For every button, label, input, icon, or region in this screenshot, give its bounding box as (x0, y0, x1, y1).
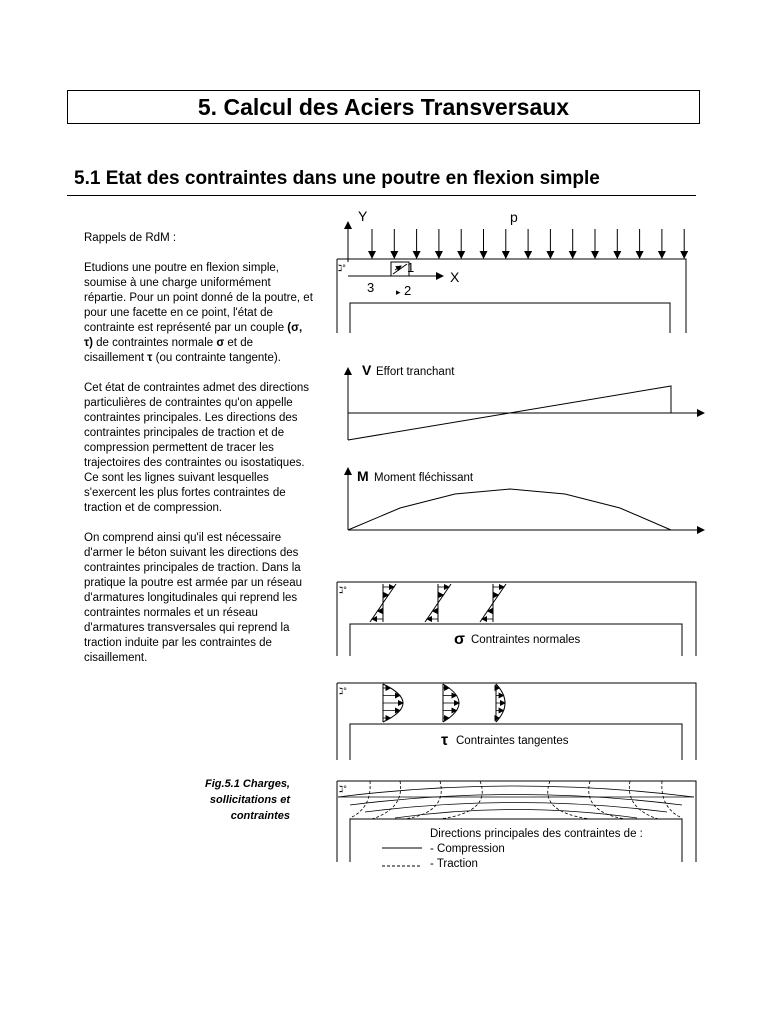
shear-symbol: V (362, 362, 372, 378)
support-hatch-icon: ℷ° (339, 686, 347, 696)
moment-symbol: M (357, 468, 369, 484)
y-axis-label: Y (358, 208, 368, 224)
moment-curve (348, 489, 671, 530)
facet-2-tick: ▸ (396, 287, 401, 297)
traction-legend-label: - Traction (430, 858, 478, 870)
shear-label: Effort tranchant (376, 366, 455, 378)
normal-stress-label: Contraintes normales (471, 634, 581, 646)
beam-outline-principal (337, 781, 696, 862)
support-hatch-icon: ℷ° (339, 585, 347, 595)
principal-title: Directions principales des contraintes de : (430, 828, 643, 840)
load-arrows (372, 229, 684, 258)
beam-inner-principal (350, 819, 682, 862)
p1-sigma: σ (216, 337, 225, 349)
facet-label-1: 1 (407, 260, 415, 275)
compression-legend-label: - Compression (430, 843, 505, 855)
compression-trajectories (338, 786, 694, 818)
shear-force-diagram (348, 362, 704, 440)
p1-text-b: de contraintes normale (92, 337, 217, 349)
chapter-title: 5. Calcul des Aciers Transversaux (197, 93, 570, 120)
load-label: p (510, 209, 518, 225)
paragraph-intro: Rappels de RdM : (84, 232, 177, 244)
support-hatch-icon: ℷ° (339, 784, 347, 794)
facet-label-3: 3 (367, 280, 375, 295)
p1-text-c: et de cisaillement (84, 337, 253, 364)
x-axis-label: X (450, 269, 460, 285)
p1-tau: τ (147, 352, 153, 364)
sigma-symbol: σ (454, 631, 465, 648)
shear-stress-profiles (383, 684, 505, 722)
principal-directions-diagram (337, 781, 696, 870)
normal-stress-diagram (337, 582, 696, 656)
paragraph-3: On comprend ainsi qu'il est nécessaire d'armer le béton suivant les directions des contraintes principales de traction. Dans la pratique la poutre est armée par un réseau d'armatures longitudinales qui reprend les contraintes normales et un réseau d'armatures transversales qui reprend la traction induite par les contraintes de cisaillement. (84, 532, 302, 664)
facet-label-2: 2 (404, 283, 412, 298)
section-title: 5.1 Etat des contraintes dans une poutre en flexion simple (74, 168, 600, 189)
beam-outline (337, 259, 686, 333)
loaded-beam-diagram (337, 208, 686, 333)
p1-text-d: (ou contrainte tangente). (152, 352, 281, 364)
paragraph-2: Cet état de contraintes admet des directions particulières de contraintes qu'on appelle contraintes principales. Les directions des contraintes principales de traction et de compression permettent de tracer les trajectoires des contraintes ou isostatiques. Ce sont les lignes suivant lesquelles s'exercent les plus fortes contraintes de traction et de compression. (84, 382, 310, 514)
figure-caption: Fig.5.1 Charges, sollicitations et contraintes (205, 778, 290, 822)
p1-text-a: Etudions une poutre en flexion simple, soumise à une charge uniformément répartie. Pour un point donné de la poutre, et pour une facette en ce point, l'état de contrainte est représenté par un couple (84, 262, 313, 334)
shear-stress-diagram (337, 683, 696, 760)
p1-sigma-tau-pair: (σ, τ) (84, 322, 303, 349)
shear-stress-label: Contraintes tangentes (456, 735, 569, 747)
normal-stress-profiles (370, 584, 506, 622)
beam-outline-tau (337, 683, 696, 760)
facet-diagonal (393, 264, 407, 274)
moment-label: Moment fléchissant (374, 472, 474, 484)
beam-inner-outline (350, 303, 670, 333)
support-hatch-icon: ℷ° (338, 263, 346, 273)
bending-moment-diagram (348, 468, 704, 530)
tau-symbol: τ (441, 732, 449, 749)
